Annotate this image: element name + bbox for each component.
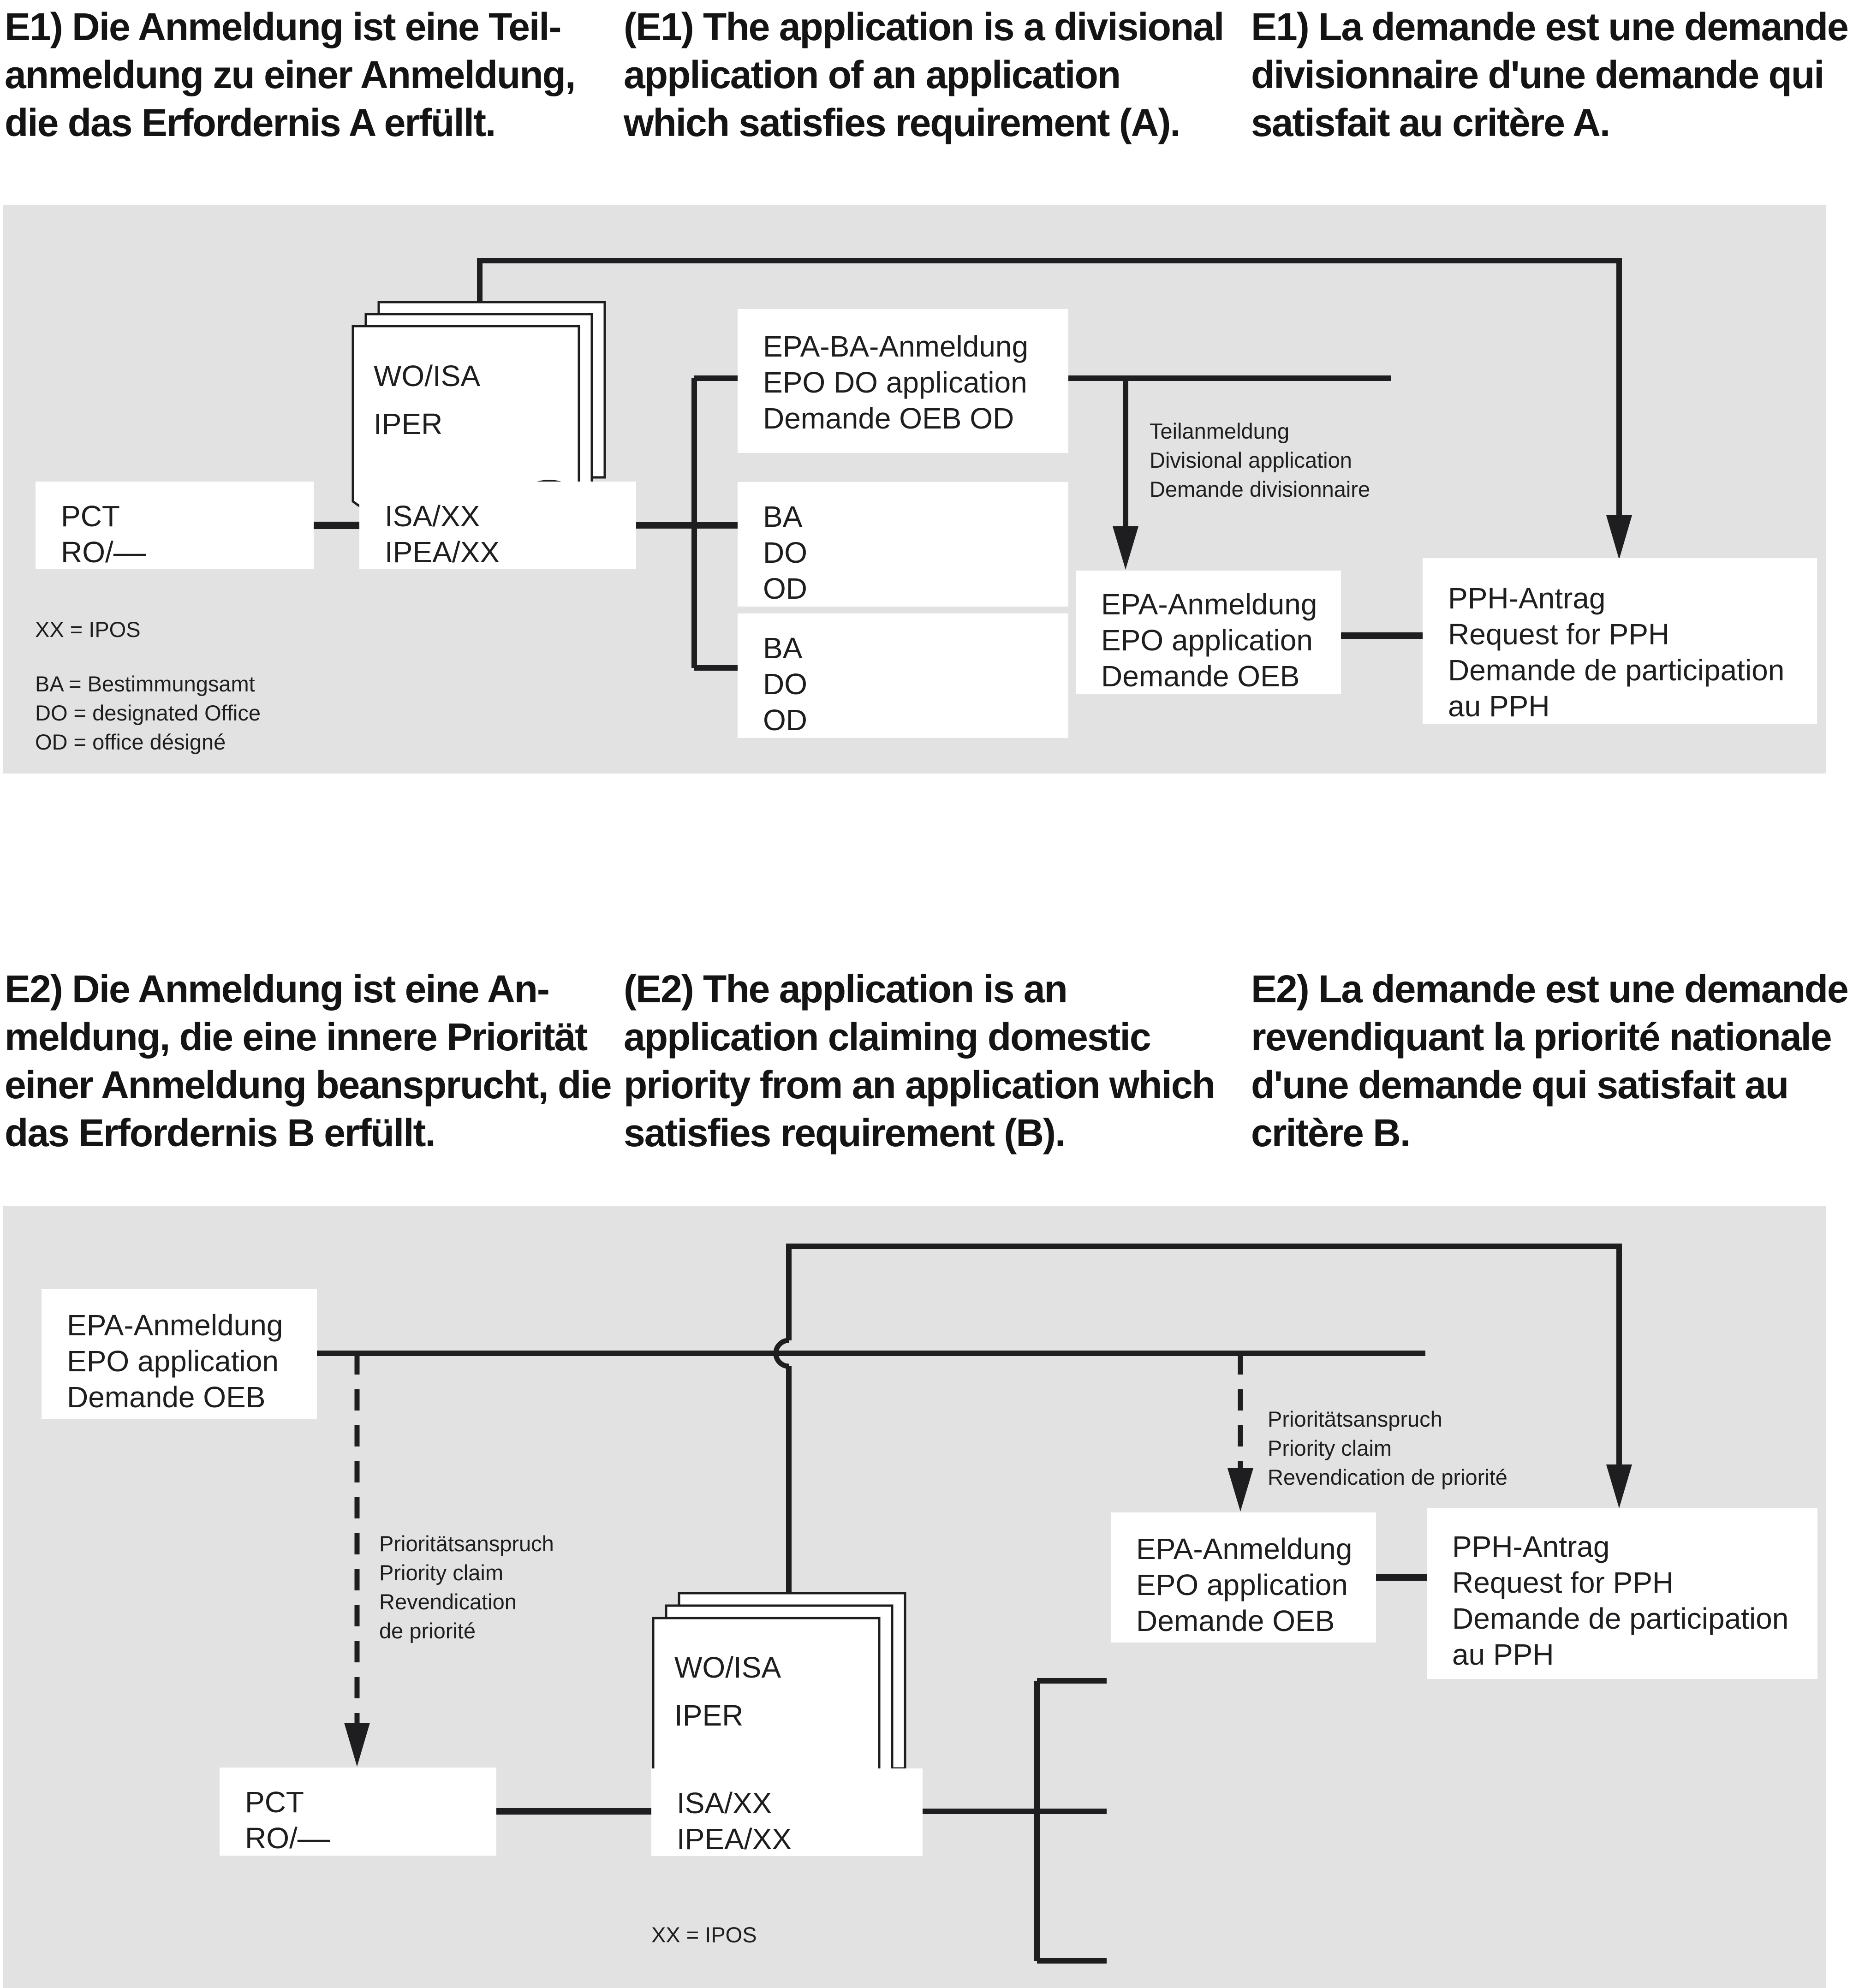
node-isa-ipea-box: ISA/XX IPEA/XX — [359, 482, 636, 569]
legend-abbreviations: BA = Bestimmungsamt DO = designated Office OD = office désigné — [35, 672, 261, 754]
node-isa-ipea-box: ISA/XX IPEA/XX — [651, 1768, 923, 1856]
legend-xx-ipos: XX = IPOS — [35, 617, 141, 642]
node-epa-application-box: EPA-Anmeldung EPO application Demande OEB — [1111, 1512, 1376, 1643]
priority-claim-label-right: Prioritätsanspruch Priority claim Revendication de priorité — [1268, 1407, 1507, 1489]
priority-claim-label-left: Prioritätsanspruch Priority claim Revendication de priorité — [379, 1531, 554, 1643]
divisional-arrowhead-icon — [1113, 526, 1138, 570]
heading-e2-french: E2) La demande est une demande revendiquant la priorité nationale d'une demande qui satisfait au critère B. — [1251, 967, 1848, 1155]
papers-label: WO/ISA IPER — [674, 1651, 781, 1732]
heading-e2-german: E2) Die Anmeldung ist eine An- meldung, die eine innere Priorität einer Anmeldung beansprucht, die das Erfordernis B erfüllt. — [5, 967, 611, 1155]
heading-e1-english: (E1) The application is a divisional application of an application which satisfies requirement (A). — [624, 5, 1224, 144]
priority-arrowhead-right-icon — [1227, 1468, 1253, 1512]
legend-xx-ipos: XX = IPOS — [651, 1923, 757, 1947]
priority-arrowhead-left-icon — [344, 1723, 370, 1767]
pph-arrowhead-icon — [1606, 1464, 1632, 1508]
node-epa-application-box: EPA-Anmeldung EPO application Demande OEB — [1076, 571, 1341, 694]
pph-arrowhead-icon — [1606, 515, 1632, 559]
heading-e1-german: E1) Die Anmeldung ist eine Teil- anmeldung zu einer Anmeldung, die das Erfordernis A erfüllt. — [5, 5, 575, 144]
node-pph-request-box: PPH-Antrag Request for PPH Demande de participation au PPH — [1427, 1508, 1817, 1679]
diagram-e2-panel — [3, 1206, 1826, 1988]
node-pct-box: PCT RO/–– — [36, 482, 314, 569]
divisional-application-label: Teilanmeldung Divisional application Demande divisionnaire — [1150, 419, 1370, 501]
diagram-e1-panel — [3, 205, 1826, 774]
node-ba-do-od-box-1: BA DO OD — [738, 482, 1068, 607]
node-epa-parent-application-box: EPA-Anmeldung EPO application Demande OEB — [42, 1289, 317, 1419]
heading-e2-english: (E2) The application is an application claiming domestic priority from an application which satisfies requirement (B). — [624, 967, 1215, 1155]
heading-e1-french: E1) La demande est une demande divisionnaire d'une demande qui satisfait au critère A. — [1251, 5, 1848, 144]
node-epa-ba-application-box: EPA-BA-Anmeldung EPO DO application Demande OEB OD — [738, 309, 1068, 453]
papers-label: WO/ISA IPER — [374, 359, 481, 440]
node-pct-box: PCT RO/–– — [220, 1768, 496, 1856]
node-pph-request-box: PPH-Antrag Request for PPH Demande de participation au PPH — [1423, 558, 1817, 724]
node-ba-do-od-box-2: BA DO OD — [738, 613, 1068, 738]
